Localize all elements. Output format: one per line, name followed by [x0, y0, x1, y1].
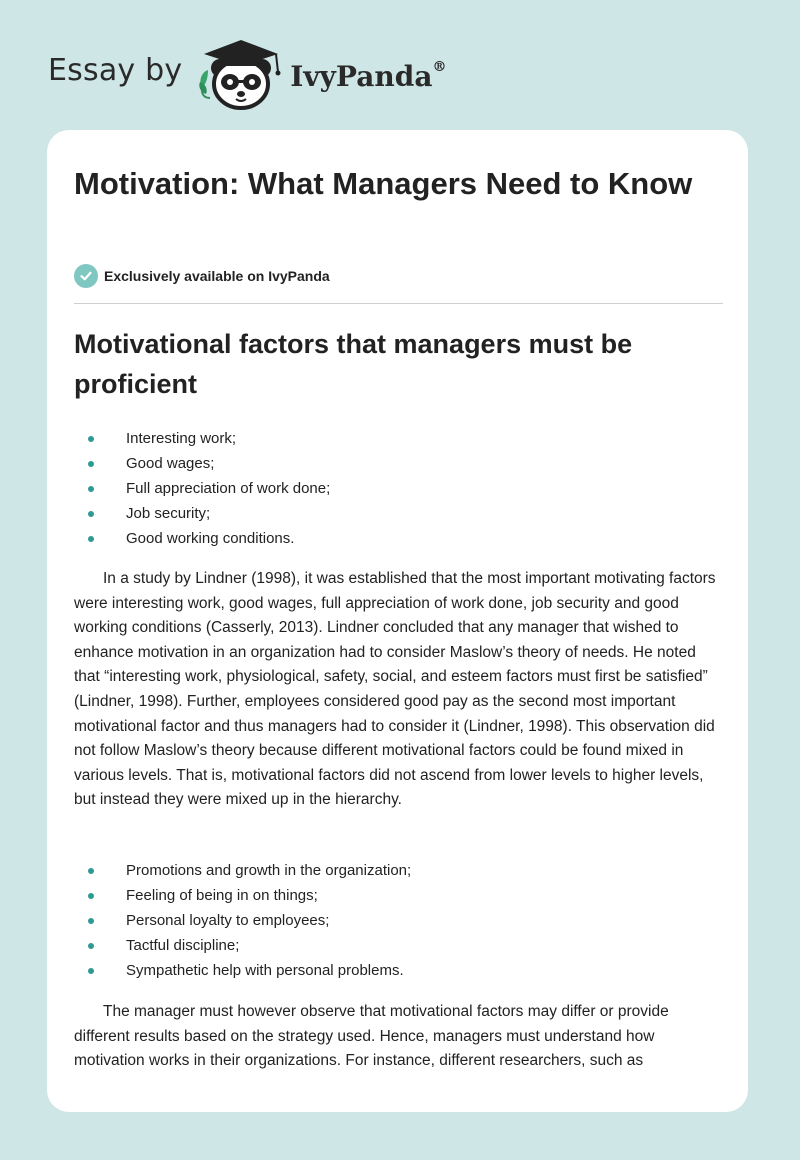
list-item: Job security; — [88, 501, 708, 526]
section-heading: Motivational factors that managers must be proficient — [74, 329, 633, 399]
list-item: Promotions and growth in the organization; — [88, 858, 708, 883]
list-item: Personal loyalty to employees; — [88, 908, 708, 933]
bullet-dot-icon — [88, 486, 94, 492]
bullet-dot-icon — [88, 968, 94, 974]
bullet-dot-icon — [88, 461, 94, 467]
bullet-dot-icon — [88, 943, 94, 949]
paragraph-lindner-study: In a study by Lindner (1998), it was established that the most important motivating factors were interesting work, good wages, full appreciation of work done, job security and good working conditions (Casserly, 2013). Lindner concluded that any manager that wished to enhance motivation in an organization had to consider Maslow’s theory of needs. He noted that “interesting work, physiological, safety, social, and esteem factors must first be satisfied” (Lindner, 1998). Further, employees considered good pay as the second most important motivational factor and thus managers had to consider it (Lindner, 1998). This observation did not follow Maslow’s theory because different motivational factors could be found mixed in various levels. That is, motivational factors did not ascend from lower levels to higher levels, but instead they were mixed up in the hierarchy. — [74, 570, 716, 809]
bullet-dot-icon — [88, 868, 94, 874]
bullet-dot-icon — [88, 511, 94, 517]
list-item: Good working conditions. — [88, 526, 708, 551]
list-item: Tactful discipline; — [88, 933, 708, 958]
check-icon — [74, 264, 98, 288]
divider — [74, 303, 723, 304]
exclusive-label: Exclusively available on IvyPanda — [104, 268, 330, 284]
list-item: Sympathetic help with personal problems. — [88, 958, 708, 983]
paragraph-strategy: The manager must however observe that motivational factors may differ or provide different results based on the strategy used. Hence, managers must understand how motivation works in their organizations. For instance, different researchers, such as — [74, 1003, 669, 1070]
panda-graduate-icon — [196, 36, 288, 112]
list-item: Full appreciation of work done; — [88, 476, 708, 501]
list-item: Interesting work; — [88, 426, 708, 451]
exclusive-badge — [74, 264, 330, 288]
list-item: Feeling of being in on things; — [88, 883, 708, 908]
bullet-dot-icon — [88, 436, 94, 442]
bullet-dot-icon — [88, 536, 94, 542]
page-title: Motivation: What Managers Need to Know — [74, 166, 693, 201]
brand-header — [48, 36, 446, 112]
brand-name: IvyPanda® — [290, 59, 447, 93]
motivating-factors-list — [88, 426, 708, 551]
list-item: Good wages; — [88, 451, 708, 476]
brand-prefix: Essay by — [48, 52, 183, 88]
additional-factors-list — [88, 858, 708, 983]
essay-card — [47, 130, 748, 1112]
bullet-dot-icon — [88, 918, 94, 924]
bullet-dot-icon — [88, 893, 94, 899]
